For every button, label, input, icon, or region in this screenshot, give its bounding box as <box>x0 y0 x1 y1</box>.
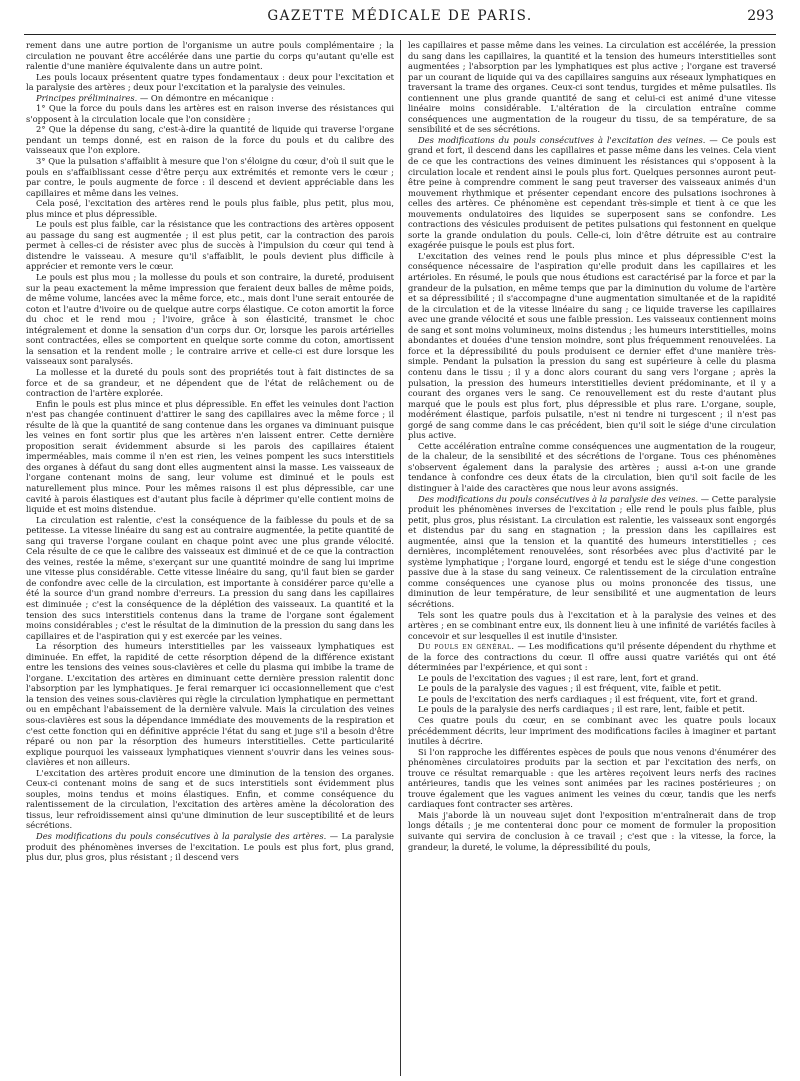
paragraph <box>26 367 394 399</box>
paragraph-text: Enfin le pouls est plus mince et plus dépressible. En effet les veinules dont l'action n'est pas changée continuent d'attirer le sang des capillaires avec la même force ; il résulte de là que la quantité de sang contenue dans les organes va diminuant puisque les veines en font sortir plus que les artères n'en laissent entrer. Cette dernière proposition serait évidemment absurde si les parois des capillaires étaient imperméables, mais comme il n'en est rien, les veines pompent les sucs interstitiels des organes à défaut du sang dont elles augmentent ainsi la masse. Les vaisseaux de l'organe contenant moins de sang, leur volume est diminué et le pouls est naturellement plus mince. Pour les mêmes raisons il est plus dépressible, car une cavité à parois élastiques est d'autant plus facile à déprimer qu'elle contient moins de liquide et est moins distendue. <box>26 398 394 515</box>
section-heading: Des modifications du pouls consécutives à la paralysie des artères. <box>36 831 327 842</box>
paragraph <box>408 715 776 747</box>
paragraph <box>26 93 394 104</box>
paragraph-text: Le pouls de l'excitation des vagues ; il est rare, lent, fort et grand. <box>418 672 699 683</box>
paragraph <box>26 768 394 831</box>
paragraph <box>26 124 394 156</box>
paragraph <box>26 103 394 124</box>
paragraph <box>26 198 394 219</box>
paragraph-text: — La paralysie produit des phénomènes inverses de l'excitation. Le pouls est plus fort, plus grand, plus dur, plus gros, plus résistant ; il descend vers <box>26 831 394 863</box>
paragraph-text: — Ce pouls est grand et fort, il descend dans les capillaires et passe même dans les veines. Cela vient de ce que les contractions des veines diminuent les résistances qui s'opposent à la circulation locale et rendent ainsi le pouls plus fort. Quelques personnes auront peut-être peine à comprendre comment le sang peut traverser des vaisseaux animés d'un mouvement rhythmique et présenter cependant encore des pulsations isochrones à celles des artères. Ce phénomène est cependant très-simple et tient à ce que les mouvements ondulatoires des liquides se superposent sans se confondre. Les contractions des vésicules produisent de petites pulsations qui festonnent en quelque sorte la grande ondulation du pouls. Celle-ci, loin d'être détruite est au contraire exagérée puisque le pouls est plus fort. <box>408 134 776 251</box>
right-column <box>408 40 776 1076</box>
paragraph-text: La mollesse et la dureté du pouls sont des propriétés tout à fait distinctes de sa force et de sa grandeur, et ne dépendent que de l'état de relâchement ou de contraction de l'artère explorée. <box>26 366 394 399</box>
paragraph-text: Le pouls est plus mou ; la mollesse du pouls et son contraire, la dureté, produisent sur la peau exactement la même impression que feraient deux balles de même poids, de même volume, lancées avec la même force, etc., mais dont l'une serait entourée de coton et l'autre d'ivoire ou de quelque autre corps élastique. Ce coton amortit la force du choc et le rend mou ; l'ivoire, grâce à son élasticité, transmet le choc intégralement et donne la sensation d'un corps dur. Or, lorsque les parois artérielles sont contractées, elles se comportent en quelque sorte comme du coton, amortissent la sensation et la rendent molle ; le contraire arrive et celle-ci est dure lorsque les vaisseaux sont paralysés. <box>26 272 394 367</box>
paragraph-text: Cela posé, l'excitation des artères rend le pouls plus faible, plus petit, plus mou, plus mince et plus dépressible. <box>26 198 394 219</box>
paragraph-text: les capillaires et passe même dans les veines. La circulation est accélérée, la pression du sang dans les capillaires, la quantité et la tension des humeurs interstitielles sont augmentées ; l'absorption par les lymphatiques est plus active ; l'organe est traversé par un courant de liquide qui va des capillaires sanguins aux réseaux lymphatiques en traversant la trame des organes. Ceux-ci sont tendus, turgides et même pulsatiles. Ils contiennent une plus grande quantité de sang et celui-ci est animé d'une vitesse linéaire moins considérable. L'altération de la circulation entraîne comme conséquences une augmentation de la rougeur du tissu, de sa température, de sa sensibilité et de ses sécrétions. <box>408 40 776 135</box>
section-heading: Des modifications du pouls consécutives à la paralysie des veines. <box>418 493 699 504</box>
paragraph-text: — Les modifications qu'il présente dépendent du rhythme et de la force des contractions du cœur. Il offre aussi quatre variétés qui ont été déterminées par l'expérience, et qui sont : <box>408 641 776 673</box>
left-column <box>26 40 394 1076</box>
paragraph-text: Ces quatre pouls du cœur, en se combinant avec les quatre pouls locaux précédemment décrits, leur impriment des modifications faciles à imaginer et partant inutiles à décrire. <box>408 715 776 747</box>
paragraph <box>408 747 776 810</box>
paragraph <box>408 251 776 441</box>
paragraph-text: Le pouls de l'excitation des nerfs cardiaques ; il est fréquent, vite, fort et grand. <box>418 693 758 704</box>
paragraph <box>26 515 394 642</box>
paragraph-text: Mais j'aborde là un nouveau sujet dont l'exposition m'entraînerait dans de trop longs détails ; je me contenterai donc pour ce moment de formuler la proposition suivante qui servira de conclusion à ce travail ; c'est que : la vitesse, la force, la grandeur, la dureté, le volume, la dépressibilité du pouls, <box>408 809 776 852</box>
paragraph <box>408 610 776 642</box>
paragraph-text: Le pouls est plus faible, car la résistance que les contractions des artères opposent au passage du sang est augmentée ; il est plus petit, car la contraction des parois permet à celles-ci de résister avec plus de succès à l'impulsion du cœur qui tend à distendre le vaisseau. A mesure qu'il s'affaiblit, le pouls devient plus difficile à apprécier et remonte vers le cœur. <box>26 219 394 272</box>
paragraph <box>408 494 776 610</box>
paragraph-text: Tels sont les quatre pouls dus à l'excitation et à la paralysie des veines et des artères ; en se combinant entre eux, ils donnent lieu à une infinité de variétés faciles à concevoir et sur lesquelles il est inutile d'insister. <box>408 609 776 641</box>
paragraph <box>408 135 776 251</box>
paragraph-text: 2° Que la dépense du sang, c'est-à-dire la quantité de liquide qui traverse l'organe pendant un temps donné, est en raison de la force du pouls et du calibre des vaisseaux que l'on explore. <box>26 124 394 156</box>
paragraph <box>408 641 776 673</box>
paragraph <box>26 72 394 93</box>
section-heading: Principes préliminaires. <box>36 92 138 103</box>
paragraph <box>408 683 776 694</box>
section-heading: Des modifications du pouls consécutives à l'excitation des veines. <box>418 134 706 145</box>
paragraph <box>408 704 776 715</box>
paragraph-text: L'excitation des veines rend le pouls plus mince et plus dépressible C'est la conséquence nécessaire de l'aspiration qu'elle produit dans les capillaires et les artérioles. En résumé, le pouls que nous étudions est caractérisé par la force et par la grandeur de la pulsation, en même temps que par la diminution du volume de l'artère et sa dépressibilité ; il s'accompagne d'une augmentation simultanée et de la rapidité de la circulation et de la vitesse linéaire du sang ; ce liquide traverse les capillaires avec une grande vélocité et sous une faible pression. Les vaisseaux contiennent moins de sang et sont moins volumineux, moins distendus ; les humeurs interstitielles, moins abondantes et douées d'une tension moindre, sont plus fréquemment renouvelées. La force et la dépressibilité du pouls produisent ce dernier effet d'une manière très-simple. Pendant la pulsation la pression du sang est supérieure à celle du plasma contenu dans le tissu ; il y a donc alors courant du sang vers l'organe ; après la pulsation, la pression des humeurs interstitielles devient prédominante, et il y a courant des organes vers le sang. Ce renouvellement est du reste d'autant plus marqué que le pouls est plus fort, plus dépressible et plus rare. L'organe, souple, modérément élastique, parfois pulsatile, n'est ni tendre ni turgescent ; il n'est pas gorgé de sang comme dans le cas précédent, bien qu'il soit le siége d'une circulation plus active. <box>408 250 776 441</box>
paragraph <box>26 156 394 198</box>
page-number: 293 <box>747 8 774 24</box>
paragraph-text: rement dans une autre portion de l'organisme un autre pouls complémentaire ; la circulation ne pouvant être accélérée dans une partie du corps qu'autant qu'elle est ralentie d'une manière équivalente dans un autre point. <box>26 40 394 72</box>
journal-title: GAZETTE MÉDICALE DE PARIS. <box>267 8 533 24</box>
paragraph-text: 1° Que la force du pouls dans les artères est en raison inverse des résistances qui s'opposent à la circulation locale que l'on considère ; <box>26 103 394 124</box>
paragraph-text: Si l'on rapproche les différentes espèces de pouls que nous venons d'énumérer des phénomènes circulatoires produits par la section et par l'excitation des nerfs, on trouve ce résultat remarquable : que les artères reçoivent leurs nerfs des racines antérieures, tandis que les veines sont animées par les racines postérieures ; on trouve également que les vagues animent les veines du cœur, tandis que les nerfs cardiaques font contracter ses artères. <box>408 746 776 810</box>
paragraph <box>26 219 394 272</box>
paragraph <box>26 641 394 768</box>
section-heading: Du pouls en général. <box>418 641 515 652</box>
paragraph-text: Les pouls locaux présentent quatre types fondamentaux : deux pour l'excitation et la paralysie des artères ; deux pour l'excitation et la paralysie des veinules. <box>26 71 394 93</box>
column-divider <box>400 40 401 1076</box>
paragraph-text: La résorption des humeurs interstitielles par les vaisseaux lymphatiques est diminuée. En effet, la rapidité de cette résorption dépend de la différence existant entre les tensions des veines sous-clavières et celle du plasma qui imbibe la trame de l'organe. L'excitation des artères en diminuant cette dernière pression ralentit donc l'absorption par les lymphatiques. Je ferai remarquer ici occasionnellement que c'est la tension des veines sous-clavières qui règle la circulation lymphatique en permettant ou en empêchant l'abaissement de la dernière valvule. Mais la circulation des veines sous-clavières est sous la dépendance immédiate des mouvements de la respiration et c'est cette fonction qui en définitive apprécie l'état du sang et juge s'il a besoin d'être réparé ou non par la résorption des humeurs interstitielles. Cette particularité explique pourquoi les vaisseaux lymphatiques viennent s'ouvrir dans les veines sous-clavières et non ailleurs. <box>26 641 394 768</box>
page-header <box>24 0 776 35</box>
paragraph-text: L'excitation des artères produit encore une diminution de la tension des organes. Ceux-ci contenant moins de sang et de sucs interstitiels sont évidemment plus souples, moins tendus et moins élastiques. Enfin, et comme conséquence du ralentissement de la circulation, l'excitation des artères amène la décoloration des tissus, leur refroidissement ainsi qu'une diminution de leur susceptibilité et de leurs sécrétions. <box>26 767 394 831</box>
paragraph <box>408 673 776 684</box>
paragraph <box>408 40 776 135</box>
paragraph <box>26 272 394 367</box>
paragraph <box>26 40 394 72</box>
paragraph <box>408 694 776 705</box>
paragraph <box>408 441 776 494</box>
paragraph-text: — On démontre en mécanique : <box>137 92 274 103</box>
paragraph-text: Le pouls de la paralysie des nerfs cardiaques ; il est rare, lent, faible et petit. <box>418 704 745 715</box>
paragraph-text: Cette accélération entraîne comme conséquences une augmentation de la rougeur, de la chaleur, de la sensibilité et des sécrétions de l'organe. Tous ces phénomènes s'observent également dans la paralysie des artères ; aussi a-t-on une grande tendance à confondre ces deux états de la circulation, bien qu'il soit facile de les distinguer à l'aide des caractères que nous leur avons assignés. <box>408 440 776 493</box>
paragraph-text: — Cette paralysie produit les phénomènes inverses de l'excitation ; elle rend le pouls plus faible, plus petit, plus gros, plus résistant. La circulation est ralentie, les vaisseaux sont engorgés et distendus par du sang en stagnation ; la pression dans les capillaires est augmentée, ainsi que la tension et la quantité des humeurs interstitielles ; ces dernières, incomplétement renouvelées, sont résorbées avec plus d'activité par le système lymphatique ; l'organe lourd, engorgé et tendu est le siége d'une congestion passive due à la stase du sang veineux. Ce ralentissement de la circulation entraîne comme conséquences une cyanose plus ou moins prononcée des tissus, une diminution de leur température, de leur sensibilité et une augmentation de leurs sécrétions. <box>408 493 776 609</box>
paragraph <box>26 831 394 863</box>
paragraph <box>408 810 776 852</box>
paragraph-text: 3° Que la pulsation s'affaiblit à mesure que l'on s'éloigne du cœur, d'où il suit que le pouls en s'affaiblissant cesse d'être perçu aux extrémités et remonte vers le cœur ; par contre, le pouls augmente de force : il descend et devient appréciable dans les capillaires et même dans les veines. <box>26 156 394 198</box>
paragraph <box>26 399 394 515</box>
paragraph-text: La circulation est ralentie, c'est la conséquence de la faiblesse du pouls et de sa petitesse. La vitesse linéaire du sang est au contraire augmentée, la petite quantité de sang qui traverse l'organe coulant en chaque point avec une plus grande vélocité. Cela résulte de ce que le calibre des vaisseaux est diminué et de ce que la contraction des veines, restée la même, s'exerçant sur une quantité moindre de sang lui imprime une vitesse plus considérable. Cette vitesse linéaire du sang, qu'il faut bien se garder de confondre avec celle de la circulation, est importante à considérer parce qu'elle a été la source d'un grand nombre d'erreurs. La pression du sang dans les capillaires est diminuée ; c'est la conséquence de la déplétion des vaisseaux. La quantité et la tension des sucs interstitiels contenus dans la trame de l'organe sont également moins considérables ; c'est le résultat de la diminution de la pression du sang dans les capillaires et de l'aspiration qui y est exercée par les veines. <box>26 514 394 641</box>
paragraph-text: Le pouls de la paralysie des vagues ; il est fréquent, vite, faible et petit. <box>418 683 722 694</box>
